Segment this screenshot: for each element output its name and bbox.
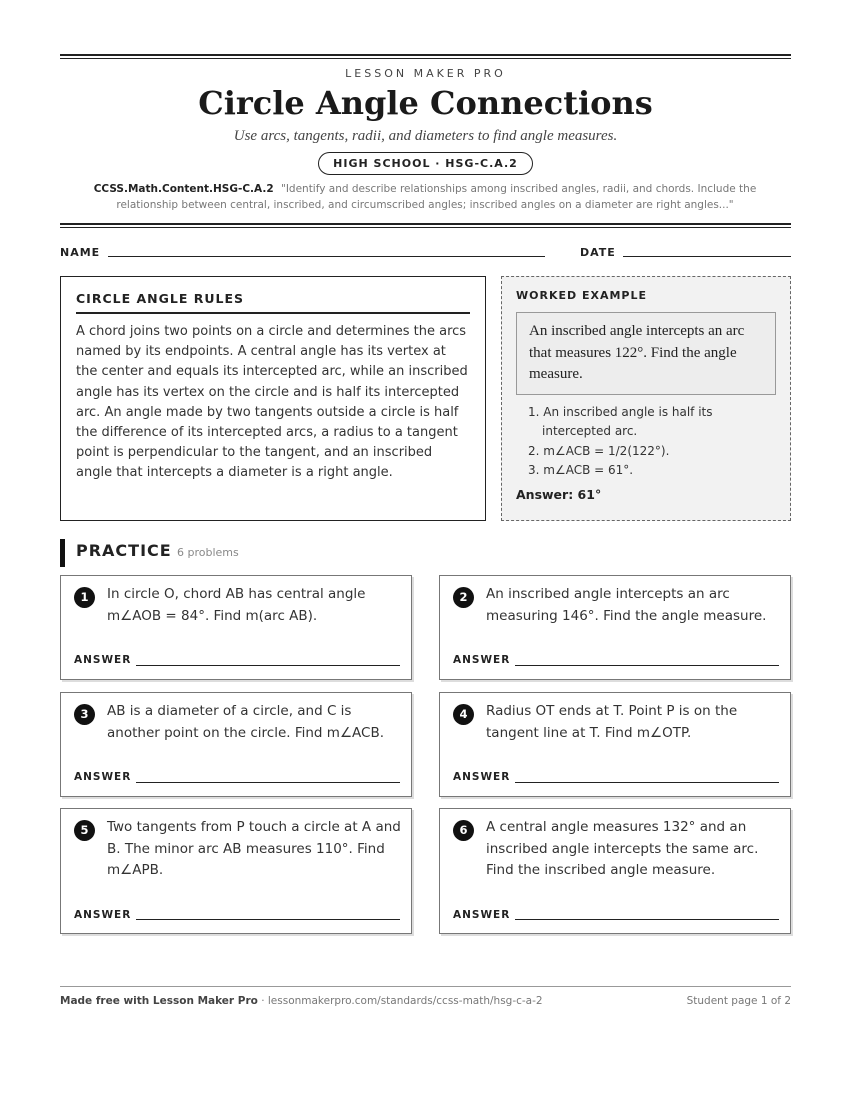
worksheet-page (60, 0, 791, 1100)
answer-field[interactable] (136, 782, 400, 783)
standard-description (75, 181, 775, 213)
worked-example-label: WORKED EXAMPLE (516, 289, 647, 302)
answer-label: ANSWER (74, 909, 132, 921)
brand-label: LESSON MAKER PRO (345, 67, 506, 80)
answer-label: ANSWER (453, 654, 511, 666)
answer-field[interactable] (515, 665, 779, 666)
practice-title: PRACTICE (76, 541, 172, 560)
practice-accent-bar (60, 539, 65, 567)
date-field[interactable] (623, 256, 791, 257)
answer-field[interactable] (136, 665, 400, 666)
page-title: Circle Angle Connections (198, 84, 653, 122)
worked-example-step: 2. m∠ACB = 1/2(122°). (528, 443, 670, 458)
problem-number: 3 (74, 704, 95, 725)
footer-credit (60, 995, 543, 1007)
rules-text: A chord joins two points on a circle and determines the arcs named by its endpoints. A central angle has its vertex at the center and equals its intercepted arc, while an inscribed angle has its vertex on the circle and is half its intercepted arc. An angle made by two tangents outside a circle is half the difference of its intercepted arcs, a radius to a tangent point is perpendicular to the tangent, and an inscribed angle that intercepts a diameter is a right angle. (76, 324, 468, 481)
answer-label: ANSWER (453, 771, 511, 783)
answer-field[interactable] (515, 782, 779, 783)
answer-field[interactable] (136, 919, 400, 920)
worked-example-step: 1. An inscribed angle is half its intercepted arc. (528, 404, 713, 438)
practice-count: 6 problems (177, 546, 239, 559)
problem-text: Two tangents from P touch a circle at A and B. The minor arc AB measures 110°. Find m∠APB. (107, 819, 401, 878)
problem-card (60, 692, 412, 797)
problem-text: An inscribed angle intercepts an arc measuring 146°. Find the angle measure. (486, 586, 767, 624)
footer-made-with: Made free with Lesson Maker Pro (60, 995, 258, 1007)
level-badge-wrap (60, 152, 791, 175)
worked-example-answer: Answer: 61° (516, 486, 602, 502)
name-field[interactable] (108, 256, 545, 257)
problem-card (439, 808, 791, 934)
worked-example-panel (501, 276, 791, 521)
problem-card (439, 575, 791, 680)
top-double-rule (60, 54, 791, 59)
date-label: DATE (580, 246, 616, 259)
standard-code: CCSS.Math.Content.HSG-C.A.2 (93, 183, 274, 195)
answer-label: ANSWER (74, 654, 132, 666)
worked-example-question: An inscribed angle intercepts an arc that measures 122°. Find the angle measure. (516, 312, 776, 395)
answer-label: ANSWER (74, 771, 132, 783)
problem-card (60, 575, 412, 680)
worked-example-steps (516, 403, 776, 481)
answer-field[interactable] (515, 919, 779, 920)
problem-number: 2 (453, 587, 474, 608)
header-bottom-rule (60, 223, 791, 228)
problem-text: AB is a diameter of a circle, and C is another point on the circle. Find m∠ACB. (107, 703, 385, 741)
rules-title: CIRCLE ANGLE RULES (76, 291, 470, 314)
problem-number: 4 (453, 704, 474, 725)
footer-rule (60, 986, 791, 987)
problem-card (60, 808, 412, 934)
problem-card (439, 692, 791, 797)
answer-label: ANSWER (453, 909, 511, 921)
problem-text: In circle O, chord AB has central angle m∠AOB = 84°. Find m(arc AB). (107, 586, 366, 624)
problem-text: A central angle measures 132° and an inscribed angle intercepts the same arc. Find the inscribed angle measure. (486, 819, 759, 878)
worked-example-step: 3. m∠ACB = 61°. (528, 463, 634, 477)
level-badge: HIGH SCHOOL · HSG-C.A.2 (318, 152, 533, 175)
page-subtitle: Use arcs, tangents, radii, and diameters to find angle measures. (233, 128, 618, 144)
rules-panel (60, 276, 486, 521)
footer-page-number: Student page 1 of 2 (686, 995, 791, 1007)
problem-text: Radius OT ends at T. Point P is on the tangent line at T. Find m∠OTP. (486, 703, 738, 741)
footer-url[interactable]: · lessonmakerpro.com/standards/ccss-math/hsg-c-a-2 (257, 995, 543, 1007)
problem-number: 5 (74, 820, 95, 841)
problem-number: 6 (453, 820, 474, 841)
problem-number: 1 (74, 587, 95, 608)
standard-text: "Identify and describe relationships among inscribed angles, radii, and chords. Include the relationship between central, inscribed, and circumscribed angles; inscribed angles on a diameter are right angles..." (116, 183, 757, 211)
name-label: NAME (60, 246, 101, 259)
